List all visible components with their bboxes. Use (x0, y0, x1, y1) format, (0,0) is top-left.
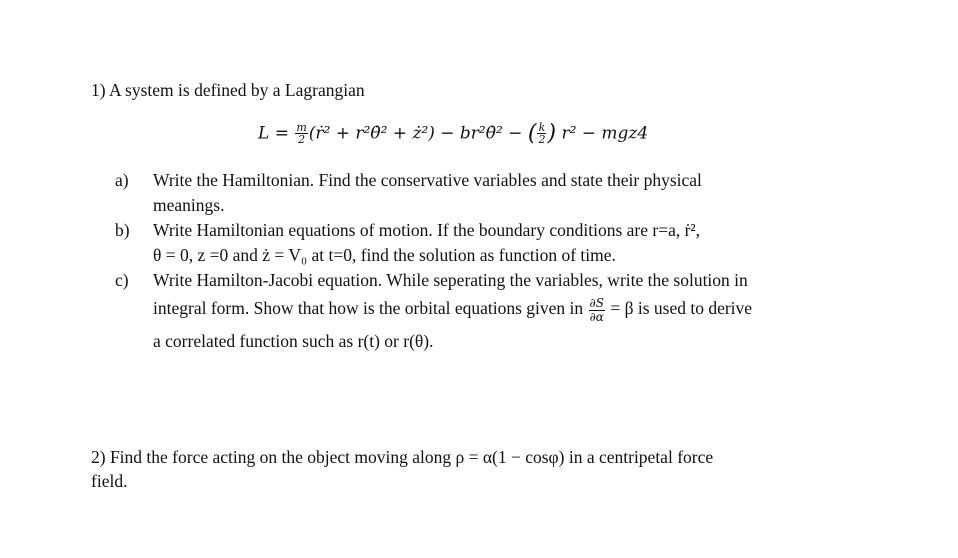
close-paren: ) (547, 121, 557, 146)
part-c-line-2-pre: integral form. Show that how is the orbital equations given in (153, 298, 584, 319)
fraction-numerator: ∂S (589, 296, 604, 310)
part-a-text: Write the Hamiltonian. Find the conservative variables and state their physical (153, 170, 702, 190)
part-b-line-2: θ = 0, z =0 and ż = V₀ at t=0, find the solution as function of time. (153, 245, 616, 265)
part-b-label: b) (115, 220, 130, 240)
k-over-2-fraction (537, 122, 546, 146)
dS-d-alpha-fraction (589, 297, 605, 323)
fraction-numerator: k (538, 120, 546, 134)
problem-1-heading: 1) A system is defined by a Lagrangian (91, 80, 365, 100)
fraction-numerator: m (296, 120, 307, 134)
part-a-line-2: meanings. (153, 195, 225, 215)
part-c-text: Write Hamilton-Jacobi equation. While seperating the variables, write the solution in (153, 270, 748, 290)
fraction-denominator: 2 (298, 133, 306, 147)
part-c-line-1 (115, 270, 748, 292)
part-c-line-2 (153, 297, 752, 323)
part-c-label: c) (115, 270, 129, 290)
m-over-2-fraction (295, 122, 307, 146)
part-a-line-1 (115, 170, 702, 192)
part-b-text: Write Hamiltonian equations of motion. If the boundary conditions are r=a, ṙ², (153, 220, 701, 240)
part-c-line-2-post: = β is used to derive (610, 298, 753, 319)
fraction-denominator: ∂α (589, 309, 604, 324)
lagrangian-middle: (ṙ² + r²θ̇² + ż²) − br²θ̇² − (308, 123, 528, 144)
fraction-denominator: 2 (538, 133, 546, 147)
lagrangian-tail: r² − mgz4 (561, 123, 649, 144)
problem-2-line-2: field. (91, 471, 128, 491)
lagrangian-equation (258, 120, 648, 148)
lagrangian-lhs: L = (258, 123, 289, 144)
part-c-line-3: a correlated function such as r(t) or r(θ). (153, 331, 434, 351)
part-b-line-1 (115, 220, 700, 242)
part-a-label: a) (115, 170, 129, 190)
open-paren: ( (527, 121, 537, 146)
problem-2-line-1: 2) Find the force acting on the object moving along ρ = α(1 − cosφ) in a centripetal force (91, 447, 714, 467)
